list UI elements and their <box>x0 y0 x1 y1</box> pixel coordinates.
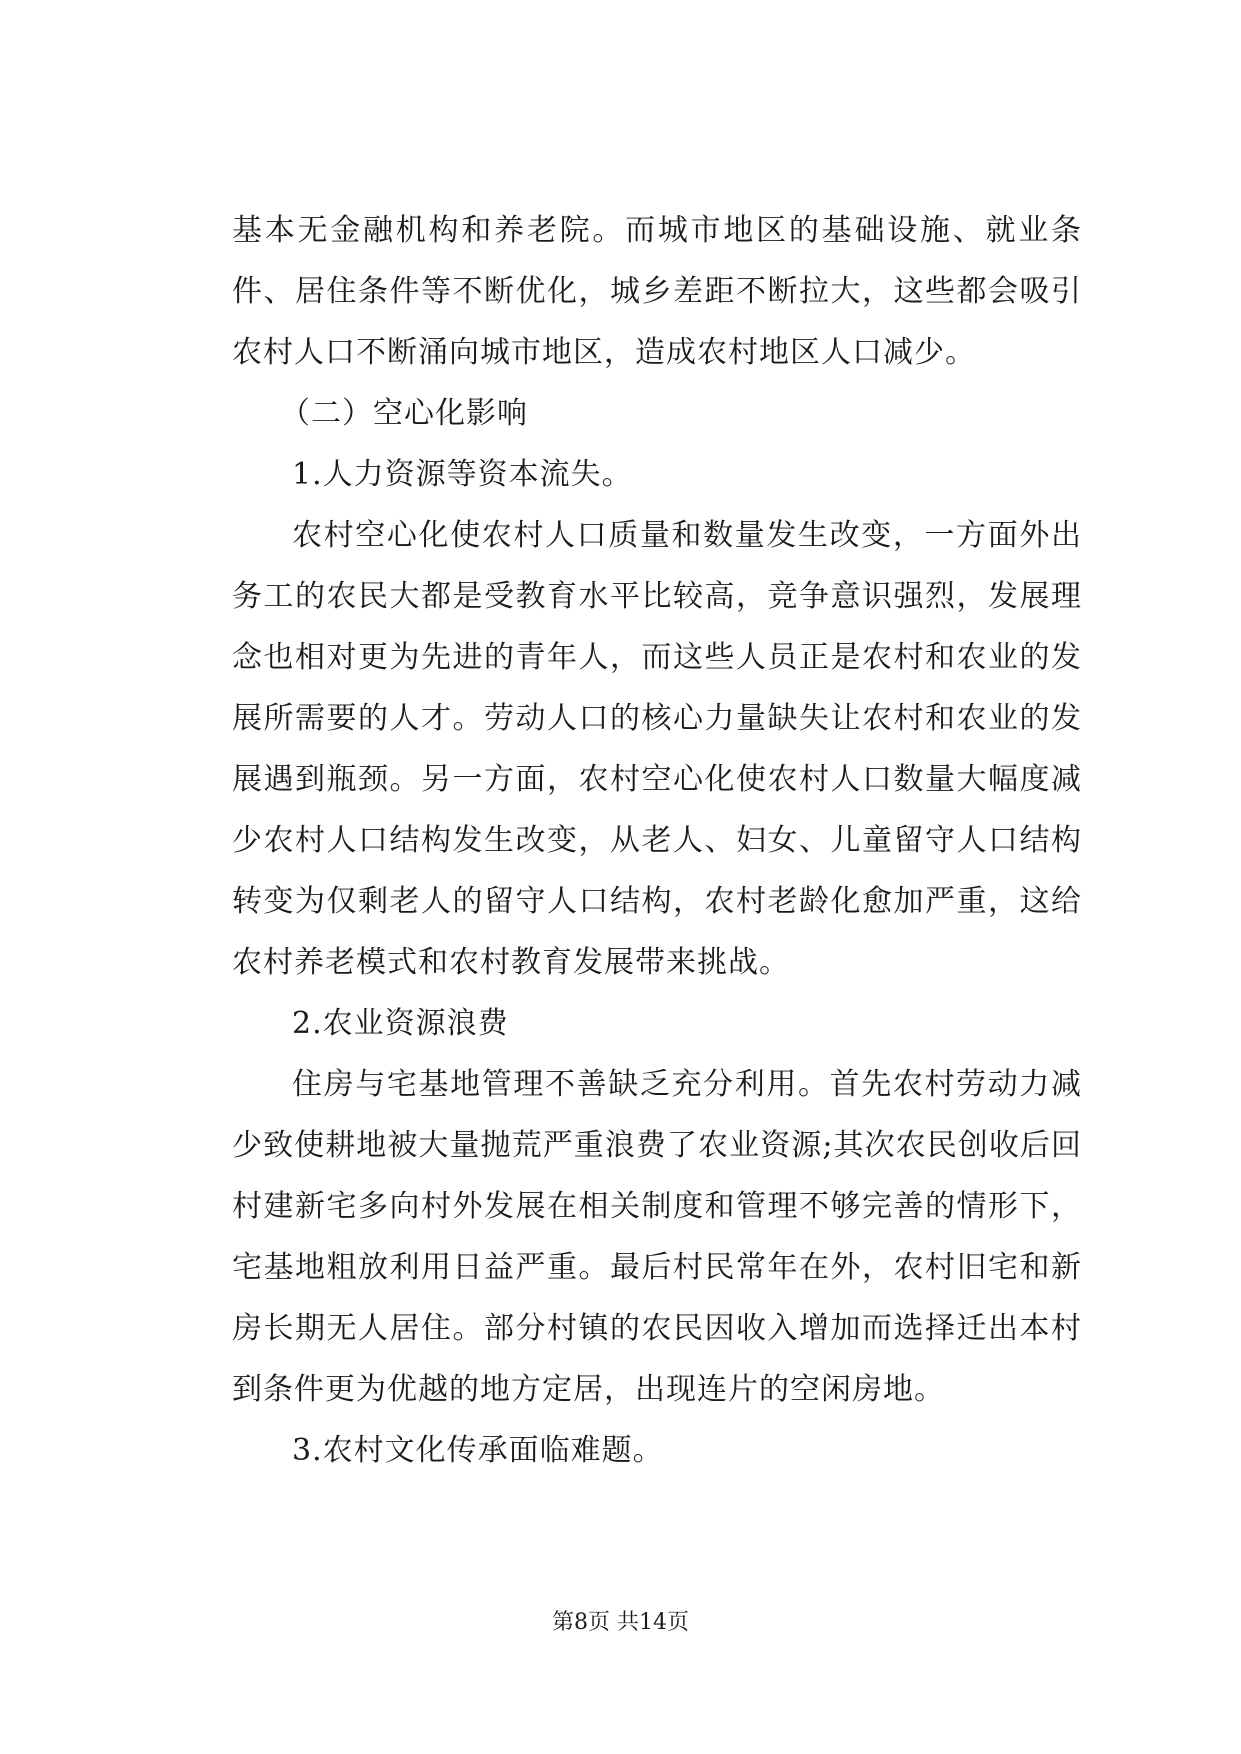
page-footer: 第8页 共14页 <box>552 1610 689 1635</box>
document-body <box>232 200 1082 1481</box>
paragraph-human-resources: 农村空心化使农村人口质量和数量发生改变，一方面外出务工的农民大都是受教育水平比较高，竞争意识强烈，发展理念也相对更为先进的青年人，而这些人员正是农村和农业的发展所需要的人才。劳动人口的核心力量缺失让农村和农业的发展遇到瓶颈。另一方面，农村空心化使农村人口数量大幅度减少农村人口结构发生改变，从老人、妇女、儿童留守人口结构转变为仅剩老人的留守人口结构，农村老龄化愈加严重，这给农村养老模式和农村教育发展带来挑战。 <box>232 518 1082 980</box>
paragraph-agricultural-waste: 住房与宅基地管理不善缺乏充分利用。首先农村劳动力减少致使耕地被大量抛荒严重浪费了农业资源;其次农民创收后回村建新宅多向村外发展在相关制度和管理不够完善的情形下，宅基地粗放利用日益严重。最后村民常年在外，农村旧宅和新房长期无人居住。部分村镇的农民因收入增加而选择迁出本村到条件更为优越的地方定居，出现连片的空闲房地。 <box>232 1067 1082 1407</box>
paragraph-continuation: 基本无金融机构和养老院。而城市地区的基础设施、就业条件、居住条件等不断优化，城乡差距不断拉大，这些都会吸引农村人口不断涌向城市地区，造成农村地区人口减少。 <box>232 213 1082 370</box>
section-heading-hollowing-impact: （二）空心化影响 <box>280 396 528 431</box>
subheading-cultural-heritage: 3.农村文化传承面临难题。 <box>292 1433 664 1468</box>
subheading-human-resources: 1.人力资源等资本流失。 <box>292 457 633 492</box>
subheading-agricultural-waste: 2.农业资源浪费 <box>292 1006 509 1041</box>
